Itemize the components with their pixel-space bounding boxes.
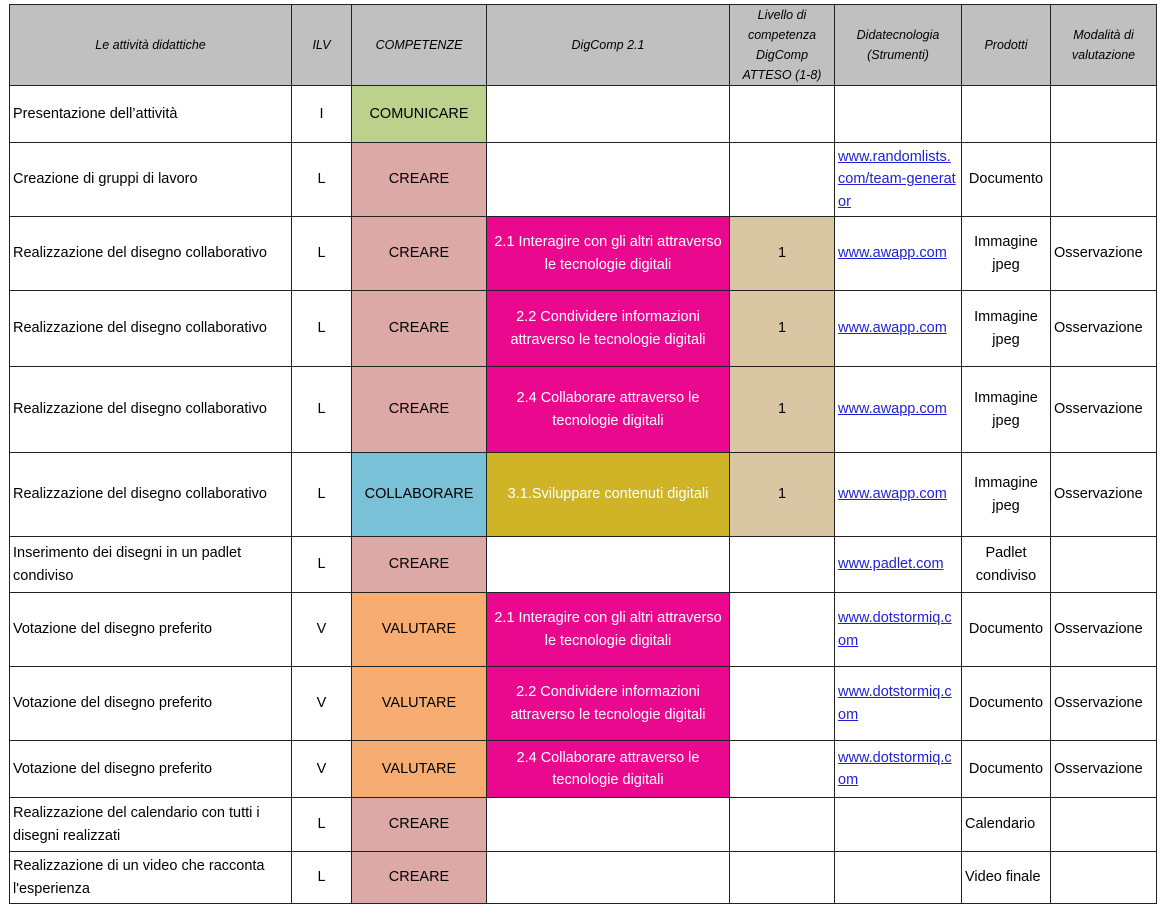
product-cell: Immagine jpeg <box>962 217 1051 291</box>
tool-link[interactable]: www.awapp.com <box>838 320 947 337</box>
ilv-cell: L <box>292 367 352 453</box>
activity-cell: Realizzazione del disegno collaborativo <box>10 367 292 453</box>
level-cell: 1 <box>730 367 835 453</box>
digcomp-cell: 2.2 Condividere informazioni attraverso le tecnologie digitali <box>487 667 730 741</box>
digcomp-cell: 2.4 Collaborare attraverso le tecnologie digitali <box>487 741 730 798</box>
level-cell <box>730 143 835 217</box>
evaluation-cell <box>1051 798 1157 852</box>
header-ilv: ILV <box>292 5 352 86</box>
competenza-cell: COMUNICARE <box>352 86 487 143</box>
digcomp-cell: 2.4 Collaborare attraverso le tecnologie digitali <box>487 367 730 453</box>
ilv-cell: L <box>292 537 352 593</box>
activity-cell: Inserimento dei disegni in un padlet condiviso <box>10 537 292 593</box>
product-cell: Immagine jpeg <box>962 291 1051 367</box>
evaluation-cell: Osservazione <box>1051 453 1157 537</box>
evaluation-cell: Osservazione <box>1051 667 1157 741</box>
competenza-cell: CREARE <box>352 143 487 217</box>
ilv-cell: L <box>292 453 352 537</box>
product-cell: Documento <box>962 741 1051 798</box>
tool-link[interactable]: www.awapp.com <box>838 401 947 418</box>
tool-cell <box>835 537 962 593</box>
competenza-cell: VALUTARE <box>352 667 487 741</box>
digcomp-cell: 2.2 Condividere informazioni attraverso le tecnologie digitali <box>487 291 730 367</box>
product-cell: Documento <box>962 143 1051 217</box>
competenza-cell: CREARE <box>352 798 487 852</box>
evaluation-cell: Osservazione <box>1051 217 1157 291</box>
table-row <box>10 453 1157 537</box>
product-cell: Documento <box>962 593 1051 667</box>
table-row <box>10 741 1157 798</box>
tool-link[interactable]: www.dotstormiq.com <box>838 749 952 788</box>
activity-cell: Realizzazione di un video che racconta l'esperienza <box>10 852 292 904</box>
table-row <box>10 593 1157 667</box>
header-livello: Livello di competenza DigComp ATTESO (1-8) <box>730 5 835 86</box>
header-prodotti: Prodotti <box>962 5 1051 86</box>
product-cell: Documento <box>962 667 1051 741</box>
tool-cell <box>835 217 962 291</box>
tool-cell <box>835 667 962 741</box>
evaluation-cell: Osservazione <box>1051 741 1157 798</box>
evaluation-cell <box>1051 143 1157 217</box>
table-row <box>10 852 1157 904</box>
competenza-cell: CREARE <box>352 291 487 367</box>
table-row <box>10 798 1157 852</box>
activity-cell: Votazione del disegno preferito <box>10 741 292 798</box>
activity-cell: Realizzazione del disegno collaborativo <box>10 291 292 367</box>
activity-cell: Realizzazione del calendario con tutti i disegni realizzati <box>10 798 292 852</box>
evaluation-cell: Osservazione <box>1051 593 1157 667</box>
tool-cell <box>835 593 962 667</box>
competenza-cell: CREARE <box>352 852 487 904</box>
level-cell <box>730 667 835 741</box>
table-body <box>10 86 1157 904</box>
competenza-cell: CREARE <box>352 217 487 291</box>
digcomp-cell <box>487 86 730 143</box>
evaluation-cell <box>1051 86 1157 143</box>
digcomp-cell <box>487 798 730 852</box>
level-cell <box>730 798 835 852</box>
ilv-cell: V <box>292 741 352 798</box>
competenza-cell: VALUTARE <box>352 593 487 667</box>
ilv-cell: L <box>292 143 352 217</box>
digcomp-cell: 3.1.Sviluppare contenuti digitali <box>487 453 730 537</box>
table-row <box>10 537 1157 593</box>
ilv-cell: V <box>292 667 352 741</box>
table-row <box>10 291 1157 367</box>
competenza-cell: CREARE <box>352 537 487 593</box>
level-cell <box>730 593 835 667</box>
competenza-cell: CREARE <box>352 367 487 453</box>
product-cell: Immagine jpeg <box>962 367 1051 453</box>
level-cell: 1 <box>730 217 835 291</box>
tool-cell <box>835 798 962 852</box>
header-strumenti: Didatecnologia (Strumenti) <box>835 5 962 86</box>
level-cell: 1 <box>730 291 835 367</box>
activity-cell: Realizzazione del disegno collaborativo <box>10 217 292 291</box>
tool-cell <box>835 291 962 367</box>
product-cell: Padlet condiviso <box>962 537 1051 593</box>
ilv-cell: L <box>292 217 352 291</box>
product-cell: Calendario <box>962 798 1051 852</box>
ilv-cell: L <box>292 798 352 852</box>
level-cell <box>730 86 835 143</box>
product-cell <box>962 86 1051 143</box>
activity-cell: Votazione del disegno preferito <box>10 593 292 667</box>
activity-cell: Realizzazione del disegno collaborativo <box>10 453 292 537</box>
tool-cell <box>835 453 962 537</box>
product-cell: Immagine jpeg <box>962 453 1051 537</box>
header-row <box>10 5 1157 86</box>
evaluation-cell <box>1051 537 1157 593</box>
header-digcomp: DigComp 2.1 <box>487 5 730 86</box>
tool-link[interactable]: www.randomlists.com/team-generator <box>838 148 956 210</box>
product-cell: Video finale <box>962 852 1051 904</box>
tool-link[interactable]: www.awapp.com <box>838 245 947 262</box>
tool-link[interactable]: www.dotstormiq.com <box>838 610 952 649</box>
competenza-cell: VALUTARE <box>352 741 487 798</box>
header-valutazione: Modalità di valutazione <box>1051 5 1157 86</box>
tool-link[interactable]: www.padlet.com <box>838 556 944 573</box>
activity-cell: Creazione di gruppi di lavoro <box>10 143 292 217</box>
level-cell <box>730 537 835 593</box>
level-cell: 1 <box>730 453 835 537</box>
table-row <box>10 86 1157 143</box>
tool-link[interactable]: www.awapp.com <box>838 486 947 503</box>
digcomp-cell: 2.1 Interagire con gli altri attraverso le tecnologie digitali <box>487 217 730 291</box>
tool-cell <box>835 852 962 904</box>
digcomp-cell: 2.1 Interagire con gli altri attraverso le tecnologie digitali <box>487 593 730 667</box>
ilv-cell: L <box>292 852 352 904</box>
table-row <box>10 217 1157 291</box>
table-row <box>10 143 1157 217</box>
digcomp-cell <box>487 537 730 593</box>
digcomp-cell <box>487 143 730 217</box>
ilv-cell: L <box>292 291 352 367</box>
tool-cell <box>835 741 962 798</box>
evaluation-cell: Osservazione <box>1051 367 1157 453</box>
tool-cell <box>835 86 962 143</box>
level-cell <box>730 741 835 798</box>
ilv-cell: V <box>292 593 352 667</box>
ilv-cell: I <box>292 86 352 143</box>
tool-link[interactable]: www.dotstormiq.com <box>838 684 952 723</box>
table-row <box>10 367 1157 453</box>
header-activity: Le attività didattiche <box>10 5 292 86</box>
tool-cell <box>835 367 962 453</box>
evaluation-cell: Osservazione <box>1051 291 1157 367</box>
digcomp-cell <box>487 852 730 904</box>
competenza-cell: COLLABORARE <box>352 453 487 537</box>
header-competenze: COMPETENZE <box>352 5 487 86</box>
evaluation-cell <box>1051 852 1157 904</box>
tool-cell <box>835 143 962 217</box>
activity-cell: Presentazione dell’attività <box>10 86 292 143</box>
activity-cell: Votazione del disegno preferito <box>10 667 292 741</box>
level-cell <box>730 852 835 904</box>
activity-plan-table <box>9 4 1157 904</box>
table-row <box>10 667 1157 741</box>
